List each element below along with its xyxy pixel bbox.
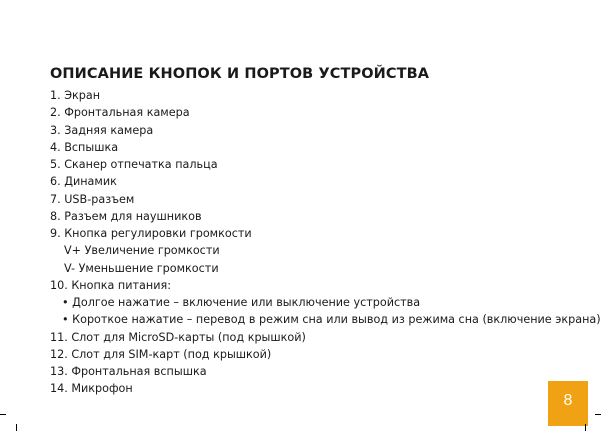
page-number-badge: 8 — [548, 381, 588, 426]
list-item: 7. USB-разъем — [50, 192, 135, 206]
list-bullet-item: • Короткое нажатие – перевод в режим сна или вывод из режима сна (включение экрана) — [62, 313, 601, 327]
list-item: 12. Слот для SIM-карт (под крышкой) — [50, 347, 272, 361]
list-item: 1. Экран — [50, 89, 101, 102]
list-item: 13. Фронтальная вспышка — [50, 365, 207, 378]
list-item: 3. Задняя камера — [50, 123, 154, 137]
crop-mark — [16, 424, 17, 431]
crop-mark — [595, 414, 601, 415]
crop-mark — [585, 424, 586, 431]
list-item: 11. Слот для MicroSD-карты (под крышкой) — [50, 330, 306, 344]
component-list — [50, 87, 601, 398]
list-item: 2. Фронтальная камера — [50, 106, 190, 120]
list-subitem: V+ Увеличение громкости — [64, 244, 220, 258]
list-item: 4. Вспышка — [50, 140, 119, 154]
page-title: ОПИСАНИЕ КНОПОК И ПОРТОВ УСТРОЙСТВА — [50, 66, 430, 82]
list-item: 9. Кнопка регулировки громкости — [50, 227, 252, 240]
list-subitem: V- Уменьшение громкости — [64, 261, 219, 275]
list-item: 14. Микрофон — [50, 382, 133, 396]
crop-mark — [0, 414, 6, 415]
list-item: 10. Кнопка питания: — [50, 278, 171, 292]
list-item: 6. Динамик — [50, 175, 117, 189]
list-item: 8. Разъем для наушников — [50, 209, 202, 223]
list-bullet-item: • Долгое нажатие – включение или выключение устройства — [62, 296, 421, 309]
list-item: 5. Сканер отпечатка пальца — [50, 158, 218, 171]
